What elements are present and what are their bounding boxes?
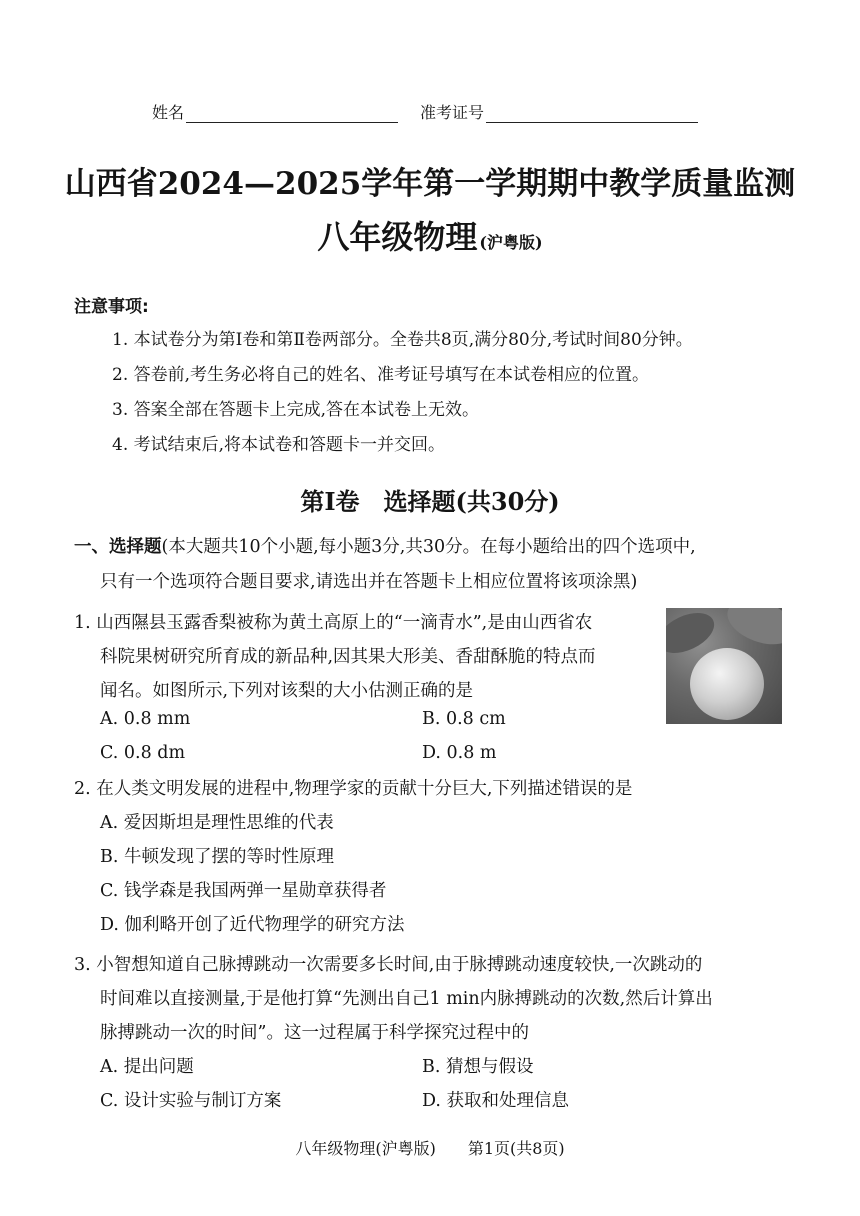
exam-id-field — [420, 100, 698, 123]
notice-item: 1. 本试卷分为第Ⅰ卷和第Ⅱ卷两部分。全卷共8页,满分80分,考试时间80分钟。 — [112, 330, 693, 350]
exam-subject-title — [0, 212, 860, 258]
question-stem-line: 脉搏跳动一次的时间”。这一过程属于科学探究过程中的 — [100, 1023, 529, 1043]
question-stem-line: 时间难以直接测量,于是他打算“先测出自己1 min内脉搏跳动的次数,然后计算出 — [100, 989, 713, 1009]
option-c: C. 设计实验与制订方案 — [100, 1091, 282, 1111]
section-title: 第Ⅰ卷 选择题(共30分) — [300, 487, 560, 516]
notice-heading: 注意事项: — [74, 297, 149, 317]
question-stem-line: 闻名。如图所示,下列对该梨的大小估测正确的是 — [100, 681, 474, 701]
option-b: B. 猜想与假设 — [422, 1057, 534, 1077]
question-1-options — [74, 702, 794, 770]
exam-title: 山西省2024—2025学年第一学期期中教学质量监测 — [64, 166, 796, 202]
question-stem-line: 3. 小智想知道自己脉搏跳动一次需要多长时间,由于脉搏跳动速度较快,一次跳动的 — [74, 955, 703, 975]
question-3 — [74, 948, 794, 1118]
option-b: B. 0.8 cm — [422, 709, 506, 729]
question-2 — [74, 772, 794, 942]
part-one-instructions-2: 只有一个选项符合题目要求,请选出并在答题卡上相应位置将该项涂黑) — [100, 572, 638, 592]
edition-label: (沪粤版) — [479, 233, 543, 252]
subject-label: 八年级物理 — [317, 218, 478, 256]
question-stem-line: 科院果树研究所育成的新品种,因其果大形美、香甜酥脆的特点而 — [100, 647, 596, 667]
student-info-fields — [0, 100, 860, 130]
option-d: D. 伽利略开创了近代物理学的研究方法 — [100, 915, 405, 935]
question-2-stem: 2. 在人类文明发展的进程中,物理学家的贡献十分巨大,下列描述错误的是 — [74, 779, 633, 799]
notice-item: 4. 考试结束后,将本试卷和答题卡一并交回。 — [112, 435, 446, 455]
part-one-lead: 一、选择题 — [74, 537, 162, 557]
question-stem-line: 1. 山西隰县玉露香梨被称为黄土高原上的“一滴青水”,是由山西省农 — [74, 613, 593, 633]
option-a: A. 0.8 mm — [100, 709, 191, 729]
exam-id-blank — [486, 102, 698, 123]
part-one-intro — [74, 530, 804, 600]
notice-list — [112, 326, 812, 466]
option-d: D. 获取和处理信息 — [422, 1091, 570, 1111]
option-b: B. 牛顿发现了摆的等时性原理 — [100, 847, 334, 867]
name-blank — [186, 102, 398, 123]
option-c: C. 0.8 dm — [100, 743, 186, 763]
notice-item: 3. 答案全部在答题卡上完成,答在本试卷上无效。 — [112, 400, 480, 420]
exam-id-label: 准考证号 — [420, 103, 485, 122]
name-label: 姓名 — [152, 103, 185, 122]
leaf-shape — [721, 608, 782, 653]
question-1 — [74, 606, 664, 708]
part-one-instructions-1: (本大题共10个小题,每小题3分,共30分。在每小题给出的四个选项中, — [161, 537, 696, 557]
option-a: A. 爱因斯坦是理性思维的代表 — [100, 813, 334, 833]
notice-item: 2. 答卷前,考生务必将自己的姓名、准考证号填写在本试卷相应的位置。 — [112, 365, 650, 385]
option-c: C. 钱学森是我国两弹一星勋章获得者 — [100, 881, 387, 901]
question-3-stem — [74, 948, 794, 1050]
name-field — [152, 100, 398, 123]
page-footer: 八年级物理(沪粤版) 第1页(共8页) — [295, 1139, 565, 1158]
option-a: A. 提出问题 — [100, 1057, 194, 1077]
option-d: D. 0.8 m — [422, 743, 497, 763]
question-1-stem — [74, 606, 664, 708]
